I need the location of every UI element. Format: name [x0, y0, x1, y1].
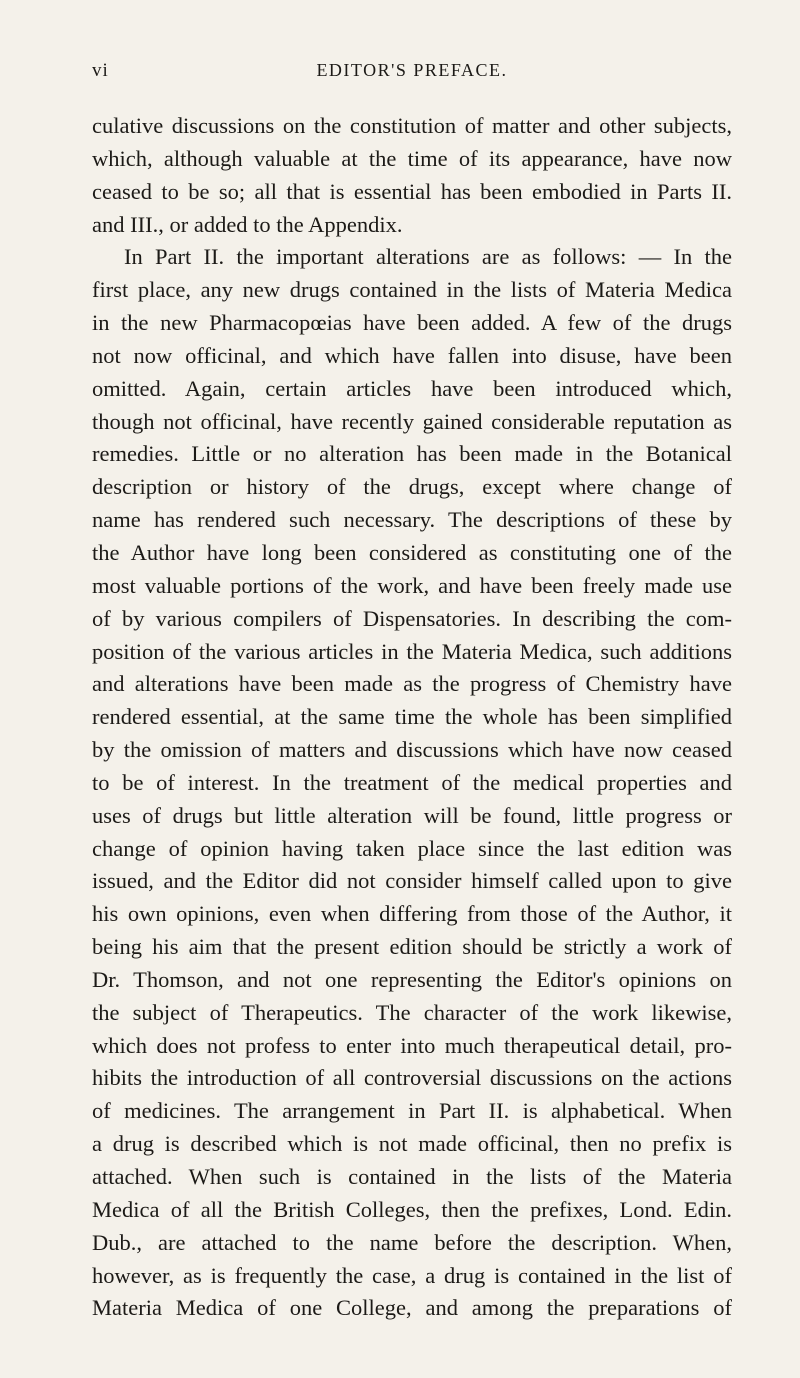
- text-line: first place, any new drugs contained in the lists of Materia Medica: [92, 277, 732, 303]
- text-line: Materia Medica of one College, and among the preparations of: [92, 1295, 732, 1321]
- running-head: [92, 60, 732, 90]
- text-line: culative discussions on the constitution of matter and other subjects,: [92, 113, 732, 138]
- text-line: name has rendered such necessary. The descriptions of these by: [92, 507, 732, 533]
- text-line: hibits the introduction of all controversial discussions on the actions: [92, 1065, 732, 1091]
- text-line: uses of drugs but little alteration will be found, little progress or: [92, 802, 732, 828]
- page-number: vi: [92, 60, 109, 81]
- text-line: remedies. Little or no alteration has been made in the Botanical: [92, 441, 732, 467]
- text-line: to be of interest. In the treatment of the medical properties and: [92, 769, 732, 795]
- text-line: omitted. Again, certain articles have been introduced which,: [92, 375, 732, 401]
- text-line: description or history of the drugs, except where change of: [92, 474, 732, 500]
- text-line: his own opinions, even when differing from those of the Author, it: [92, 901, 732, 927]
- text-line: of medicines. The arrangement in Part II. is alphabetical. When: [92, 1098, 732, 1124]
- text-line: Dub., are attached to the name before the description. When,: [92, 1229, 732, 1255]
- text-line: and alterations have been made as the progress of Chemistry have: [92, 671, 732, 697]
- text-line: by the omission of matters and discussions which have now ceased: [92, 737, 732, 763]
- text-line: ceased to be so; all that is essential has been embodied in Parts II.: [92, 178, 732, 204]
- body-text: [92, 110, 732, 1325]
- text-line: in the new Pharmacopœias have been added. A few of the drugs: [92, 310, 732, 336]
- text-line: though not officinal, have recently gained considerable reputation as: [92, 408, 732, 434]
- text-line: of by various compilers of Dispensatories. In describing the com-: [92, 605, 732, 631]
- text-line: which, although valuable at the time of its appearance, have now: [92, 145, 732, 171]
- text-line: the Author have long been considered as constituting one of the: [92, 539, 732, 565]
- text-line: position of the various articles in the Materia Medica, such additions: [92, 638, 732, 664]
- text-line: attached. When such is contained in the lists of the Materia: [92, 1164, 732, 1189]
- running-title: EDITOR'S PREFACE.: [316, 60, 508, 80]
- text-line: and III., or added to the Appendix.: [92, 211, 403, 237]
- text-line: the subject of Therapeutics. The character of the work likewise,: [92, 999, 732, 1025]
- text-line: Medica of all the British Colleges, then the prefixes, Lond. Edin.: [92, 1196, 732, 1222]
- paragraph-start: In Part II. the important alterations are as follows: — In the: [124, 244, 732, 270]
- text-line: Dr. Thomson, and not one representing the Editor's opinions on: [92, 966, 732, 992]
- text-line: a drug is described which is not made officinal, then no prefix is: [92, 1131, 732, 1157]
- text-line: being his aim that the present edition should be strictly a work of: [92, 934, 732, 960]
- text-line: not now officinal, and which have fallen into disuse, have been: [92, 342, 732, 368]
- text-line: issued, and the Editor did not consider himself called upon to give: [92, 868, 732, 894]
- text-line: which does not profess to enter into much therapeutical detail, pro-: [92, 1032, 732, 1058]
- text-line: most valuable portions of the work, and have been freely made use: [92, 572, 732, 598]
- text-line: change of opinion having taken place since the last edition was: [92, 835, 732, 861]
- text-line: rendered essential, at the same time the whole has been simplified: [92, 704, 732, 730]
- text-line: however, as is frequently the case, a drug is contained in the list of: [92, 1262, 732, 1288]
